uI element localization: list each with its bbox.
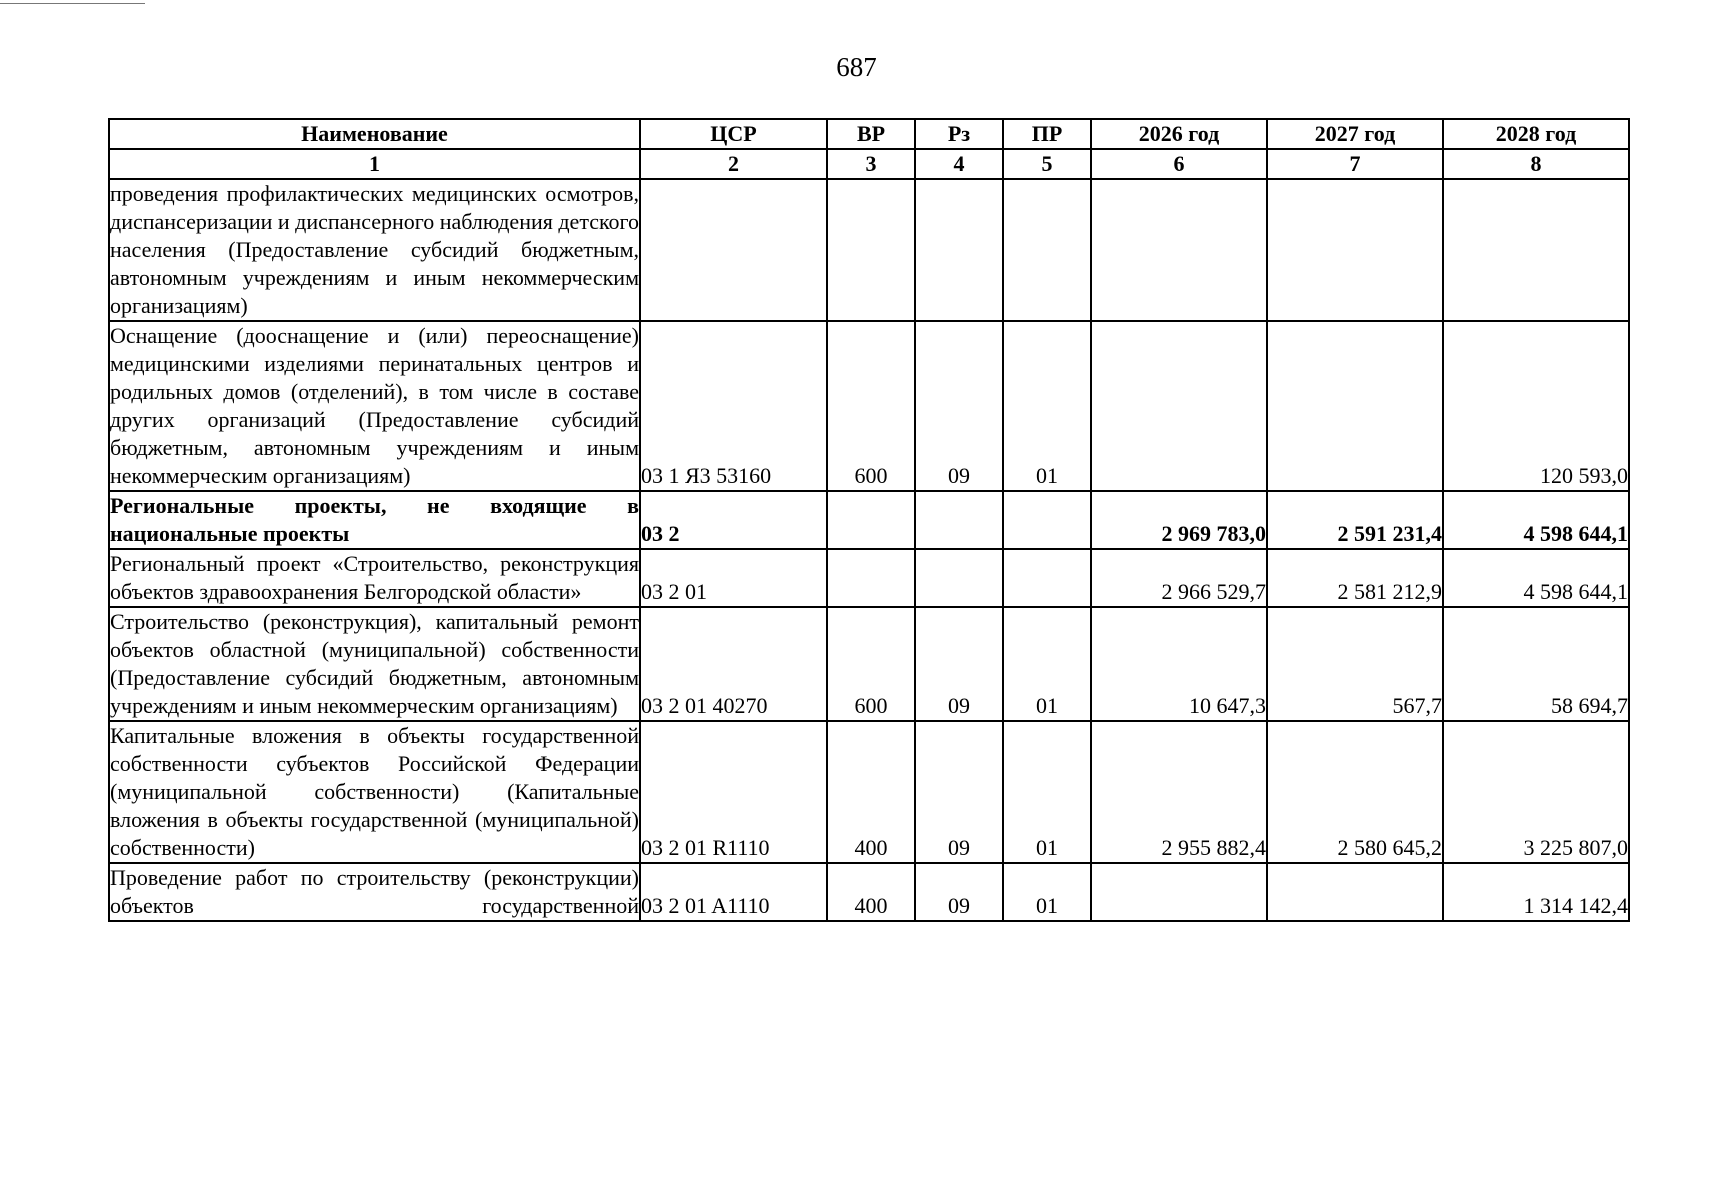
row-csr: 03 2 01 A1110 bbox=[640, 863, 827, 921]
column-number: 5 bbox=[1003, 149, 1091, 179]
row-pr bbox=[1003, 179, 1091, 321]
row-name: Оснащение (дооснащение и (или) переоснащение) медицинскими изделиями перинатальных центров и родильных домов (отделений), в том числе в составе других организаций (Предоставление субсидий бюджетным, автономным учреждениям и иным некоммерческим организациям) bbox=[109, 321, 640, 491]
row-2028: 4 598 644,1 bbox=[1443, 549, 1629, 607]
table-row bbox=[109, 321, 1629, 491]
row-2027: 2 591 231,4 bbox=[1267, 491, 1443, 549]
header-csr: ЦСР bbox=[640, 119, 827, 149]
row-name: Капитальные вложения в объекты государственной собственности субъектов Российской Федерации (муниципальной собственности) (Капитальные вложения в объекты государственной (муниципальной) собственности) bbox=[109, 721, 640, 863]
header-2027: 2027 год bbox=[1267, 119, 1443, 149]
row-csr bbox=[640, 179, 827, 321]
row-pr: 01 bbox=[1003, 607, 1091, 721]
row-2026 bbox=[1091, 179, 1267, 321]
row-2026 bbox=[1091, 863, 1267, 921]
row-pr bbox=[1003, 549, 1091, 607]
row-csr: 03 2 bbox=[640, 491, 827, 549]
header-pr: ПР bbox=[1003, 119, 1091, 149]
row-rz: 09 bbox=[915, 321, 1003, 491]
row-csr: 03 2 01 R1110 bbox=[640, 721, 827, 863]
column-number: 1 bbox=[109, 149, 640, 179]
row-2028: 120 593,0 bbox=[1443, 321, 1629, 491]
row-2027: 567,7 bbox=[1267, 607, 1443, 721]
row-vr: 400 bbox=[827, 721, 915, 863]
row-vr bbox=[827, 179, 915, 321]
row-vr: 600 bbox=[827, 607, 915, 721]
row-csr: 03 2 01 40270 bbox=[640, 607, 827, 721]
row-vr bbox=[827, 491, 915, 549]
table-row bbox=[109, 721, 1629, 863]
row-vr bbox=[827, 549, 915, 607]
budget-table bbox=[108, 118, 1630, 922]
row-2026: 2 955 882,4 bbox=[1091, 721, 1267, 863]
row-name: Региональный проект «Строительство, реконструкция объектов здравоохранения Белгородской области» bbox=[109, 549, 640, 607]
table-row bbox=[109, 491, 1629, 549]
column-number: 4 bbox=[915, 149, 1003, 179]
row-pr: 01 bbox=[1003, 863, 1091, 921]
row-rz bbox=[915, 179, 1003, 321]
row-2027: 2 580 645,2 bbox=[1267, 721, 1443, 863]
header-row bbox=[109, 119, 1629, 149]
row-pr: 01 bbox=[1003, 721, 1091, 863]
row-2028: 4 598 644,1 bbox=[1443, 491, 1629, 549]
row-2028: 3 225 807,0 bbox=[1443, 721, 1629, 863]
header-name: Наименование bbox=[109, 119, 640, 149]
header-2028: 2028 год bbox=[1443, 119, 1629, 149]
row-vr: 600 bbox=[827, 321, 915, 491]
row-rz: 09 bbox=[915, 607, 1003, 721]
column-number: 7 bbox=[1267, 149, 1443, 179]
row-2027 bbox=[1267, 179, 1443, 321]
row-2027: 2 581 212,9 bbox=[1267, 549, 1443, 607]
row-rz bbox=[915, 491, 1003, 549]
row-csr: 03 2 01 bbox=[640, 549, 827, 607]
row-2026: 2 966 529,7 bbox=[1091, 549, 1267, 607]
header-2026: 2026 год bbox=[1091, 119, 1267, 149]
column-number: 6 bbox=[1091, 149, 1267, 179]
row-2028 bbox=[1443, 179, 1629, 321]
row-2026 bbox=[1091, 321, 1267, 491]
column-number: 2 bbox=[640, 149, 827, 179]
row-2027 bbox=[1267, 863, 1443, 921]
table-row bbox=[109, 863, 1629, 921]
row-rz: 09 bbox=[915, 863, 1003, 921]
column-number: 8 bbox=[1443, 149, 1629, 179]
row-2027 bbox=[1267, 321, 1443, 491]
header-vr: ВР bbox=[827, 119, 915, 149]
row-pr bbox=[1003, 491, 1091, 549]
column-number-row bbox=[109, 149, 1629, 179]
page-number: 687 bbox=[836, 52, 877, 82]
row-name: Проведение работ по строительству (реконструкции) объектов государственной bbox=[109, 863, 640, 921]
table-row bbox=[109, 549, 1629, 607]
row-rz bbox=[915, 549, 1003, 607]
row-2026: 10 647,3 bbox=[1091, 607, 1267, 721]
row-name: Строительство (реконструкция), капитальный ремонт объектов областной (муниципальной) собственности (Предоставление субсидий бюджетным, автономным учреждениям и иным некоммерческим организациям) bbox=[109, 607, 640, 721]
table-row bbox=[109, 179, 1629, 321]
row-name: проведения профилактических медицинских осмотров, диспансеризации и диспансерного наблюдения детского населения (Предоставление субсидий бюджетным, автономным учреждениям и иным некоммерческим организациям) bbox=[109, 179, 640, 321]
row-2028: 58 694,7 bbox=[1443, 607, 1629, 721]
row-name: Региональные проекты, не входящие в национальные проекты bbox=[109, 491, 640, 549]
row-csr: 03 1 Я3 53160 bbox=[640, 321, 827, 491]
header-rz: Рз bbox=[915, 119, 1003, 149]
row-2026: 2 969 783,0 bbox=[1091, 491, 1267, 549]
column-number: 3 bbox=[827, 149, 915, 179]
corner-rule bbox=[0, 3, 145, 4]
row-rz: 09 bbox=[915, 721, 1003, 863]
row-vr: 400 bbox=[827, 863, 915, 921]
row-pr: 01 bbox=[1003, 321, 1091, 491]
row-2028: 1 314 142,4 bbox=[1443, 863, 1629, 921]
table-row bbox=[109, 607, 1629, 721]
